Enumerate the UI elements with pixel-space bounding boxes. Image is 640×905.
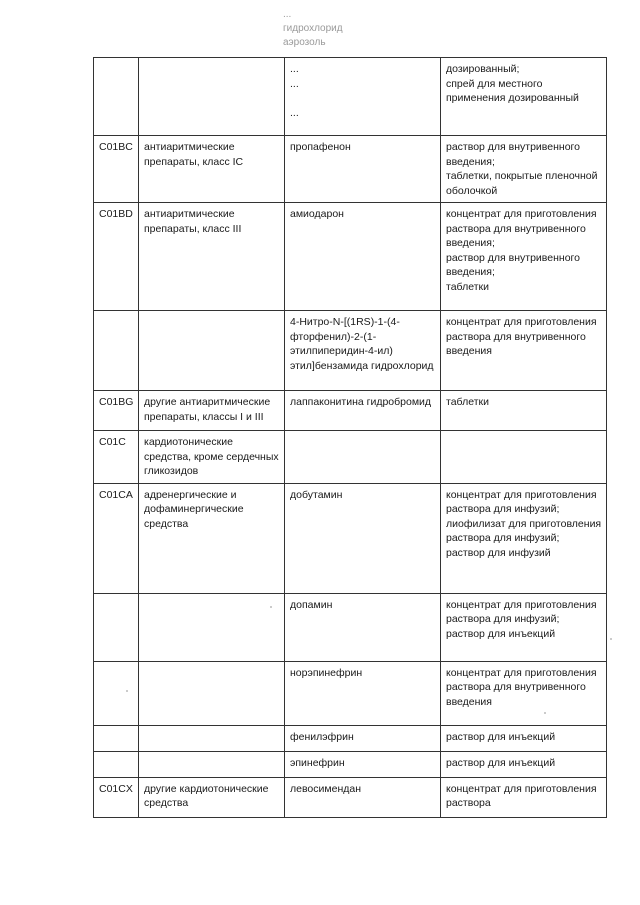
faded-line-1: ... <box>283 9 292 20</box>
atc-code-cell <box>94 751 139 777</box>
dosage-form-cell <box>441 431 607 484</box>
drug-name-cell: эпинефрин <box>285 751 441 777</box>
faded-header-fragment <box>283 8 343 50</box>
scan-speck <box>270 606 272 608</box>
drug-name-cell: фенилэфрин <box>285 725 441 751</box>
group-name-cell: кардиотонические средства, кроме сердечных гликозидов <box>139 431 285 484</box>
atc-code-cell: C01BC <box>94 136 139 203</box>
atc-code-cell: C01C <box>94 431 139 484</box>
drug-name-cell: лаппаконитина гидробромид <box>285 391 441 431</box>
dosage-form-cell: таблетки <box>441 391 607 431</box>
group-name-cell <box>139 58 285 136</box>
group-name-cell: адренергические и дофаминергические средства <box>139 483 285 593</box>
table-row <box>94 311 607 391</box>
faded-line-3: аэрозоль <box>283 37 326 48</box>
group-name-cell: антиаритмические препараты, класс III <box>139 203 285 311</box>
table-row <box>94 58 607 136</box>
table-row <box>94 431 607 484</box>
dosage-form-cell: концентрат для приготовления раствора для внутривенного введения <box>441 661 607 725</box>
drug-name-cell: норэпинефрин <box>285 661 441 725</box>
table-row <box>94 136 607 203</box>
atc-code-cell: C01BD <box>94 203 139 311</box>
drug-name-cell: 4-Нитро-N-[(1RS)-1-(4-фторфенил)-2-(1-этилпиперидин-4-ил) этил]бензамида гидрохлорид <box>285 311 441 391</box>
dosage-form-cell: раствор для инъекций <box>441 725 607 751</box>
group-name-cell <box>139 751 285 777</box>
scan-speck <box>610 638 612 640</box>
dosage-form-cell: концентрат для приготовления раствора <box>441 777 607 817</box>
scan-speck <box>126 690 128 692</box>
scan-speck <box>544 712 546 714</box>
group-name-cell: другие антиаритмические препараты, классы I и III <box>139 391 285 431</box>
table-row <box>94 777 607 817</box>
drug-name-cell: пропафенон <box>285 136 441 203</box>
table-row <box>94 203 607 311</box>
drug-name-cell: допамин <box>285 593 441 661</box>
drug-name-cell: ... ... ... <box>285 58 441 136</box>
drug-name-cell: левосимендан <box>285 777 441 817</box>
table-row <box>94 751 607 777</box>
atc-code-cell: C01CA <box>94 483 139 593</box>
faded-line-2: гидрохлорид <box>283 23 343 34</box>
dosage-form-cell: раствор для инъекций <box>441 751 607 777</box>
group-name-cell <box>139 593 285 661</box>
dosage-form-cell: дозированный; спрей для местного применения дозированный <box>441 58 607 136</box>
dosage-form-cell: концентрат для приготовления раствора для инфузий; лиофилизат для приготовления раствора для инфузий; раствор для инфузий <box>441 483 607 593</box>
table-row <box>94 725 607 751</box>
atc-code-cell <box>94 725 139 751</box>
atc-code-cell <box>94 661 139 725</box>
drug-name-cell: добутамин <box>285 483 441 593</box>
drug-table <box>93 57 607 818</box>
atc-code-cell <box>94 593 139 661</box>
drug-name-cell <box>285 431 441 484</box>
atc-code-cell <box>94 58 139 136</box>
table-row <box>94 661 607 725</box>
dosage-form-cell: концентрат для приготовления раствора для внутривенного введения; раствор для внутривенного введения; таблетки <box>441 203 607 311</box>
group-name-cell: антиаритмические препараты, класс IC <box>139 136 285 203</box>
table-row <box>94 391 607 431</box>
dosage-form-cell: концентрат для приготовления раствора для инфузий; раствор для инъекций <box>441 593 607 661</box>
table-row <box>94 483 607 593</box>
group-name-cell: другие кардиотонические средства <box>139 777 285 817</box>
group-name-cell <box>139 725 285 751</box>
dosage-form-cell: концентрат для приготовления раствора для внутривенного введения <box>441 311 607 391</box>
atc-code-cell: C01CX <box>94 777 139 817</box>
table-row <box>94 593 607 661</box>
drug-name-cell: амиодарон <box>285 203 441 311</box>
group-name-cell <box>139 311 285 391</box>
group-name-cell <box>139 661 285 725</box>
atc-code-cell: C01BG <box>94 391 139 431</box>
dosage-form-cell: раствор для внутривенного введения; таблетки, покрытые пленочной оболочкой <box>441 136 607 203</box>
atc-code-cell <box>94 311 139 391</box>
